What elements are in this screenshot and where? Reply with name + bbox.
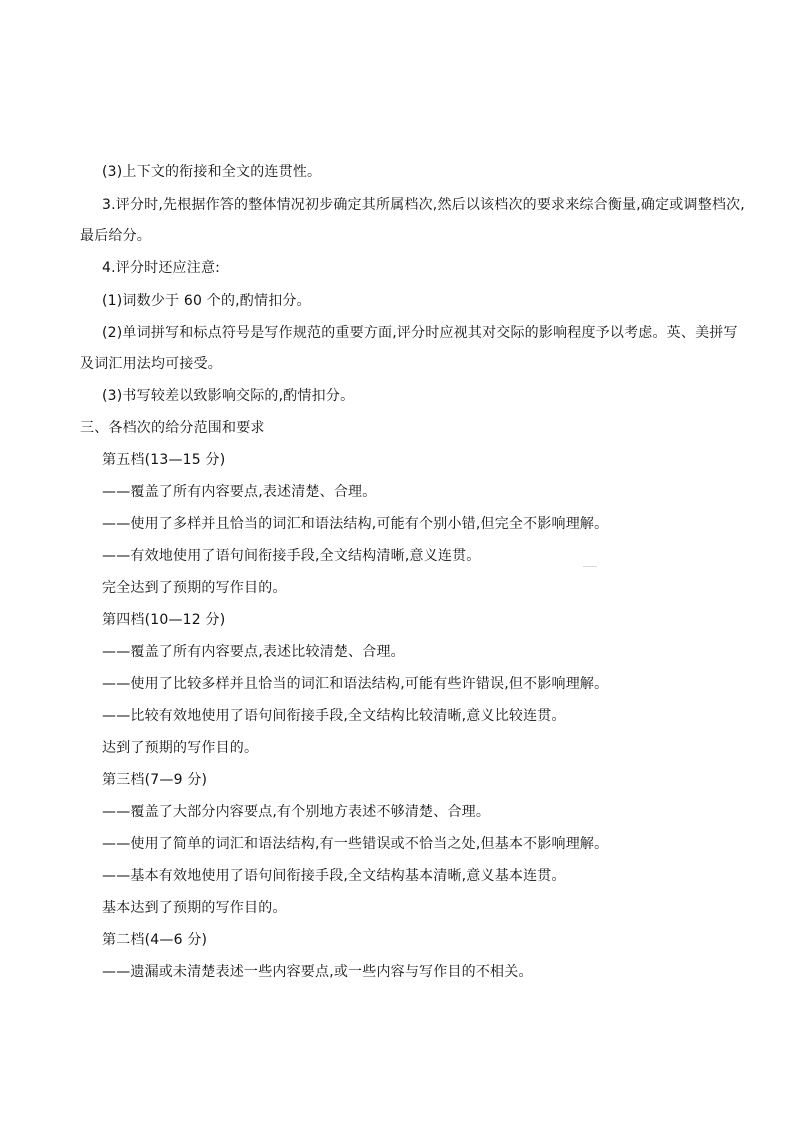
grade-heading: 第二档(4—6 分) — [102, 932, 208, 948]
scan-mark — [583, 566, 597, 567]
text-line: 最后给分。 — [80, 228, 151, 244]
criteria-item: ——覆盖了大部分内容要点,有个别地方表述不够清楚、合理。 — [102, 804, 491, 820]
text-line: 4.评分时还应注意: — [102, 260, 221, 276]
text-line: (1)词数少于 60 个的,酌情扣分。 — [102, 293, 311, 309]
criteria-item: ——遗漏或未清楚表述一些内容要点,或一些内容与写作目的不相关。 — [102, 964, 533, 980]
text-line: 3.评分时,先根据作答的整体情况初步确定其所属档次,然后以该档次的要求来综合衡量,确定或调整档次, — [102, 197, 745, 213]
text-line: (3)上下文的衔接和全文的连贯性。 — [102, 164, 322, 180]
criteria-item: ——覆盖了所有内容要点,表述比较清楚、合理。 — [102, 644, 405, 660]
criteria-item: ——覆盖了所有内容要点,表述清楚、合理。 — [102, 484, 377, 500]
text-line: 基本达到了预期的写作目的。 — [102, 900, 287, 916]
criteria-item: ——使用了比较多样并且恰当的词汇和语法结构,可能有些许错误,但不影响理解。 — [102, 676, 609, 692]
criteria-item: ——使用了简单的词汇和语法结构,有一些错误或不恰当之处,但基本不影响理解。 — [102, 836, 609, 852]
criteria-item: ——有效地使用了语句间衔接手段,全文结构清晰,意义连贯。 — [102, 548, 481, 564]
grade-heading: 第五档(13—15 分) — [102, 452, 226, 468]
text-line: 达到了预期的写作目的。 — [102, 740, 259, 756]
grade-heading: 第三档(7—9 分) — [102, 772, 208, 788]
text-line: 完全达到了预期的写作目的。 — [102, 580, 287, 596]
criteria-item: ——使用了多样并且恰当的词汇和语法结构,可能有个别小错,但完全不影响理解。 — [102, 516, 609, 532]
criteria-item: ——比较有效地使用了语句间衔接手段,全文结构比较清晰,意义比较连贯。 — [102, 708, 566, 724]
criteria-item: ——基本有效地使用了语句间衔接手段,全文结构基本清晰,意义基本连贯。 — [102, 868, 566, 884]
grade-heading: 第四档(10—12 分) — [102, 612, 226, 628]
text-line: (2)单词拼写和标点符号是写作规范的重要方面,评分时应视其对交际的影响程度予以考虑。英、美拼写 — [102, 325, 738, 341]
text-line: 及词汇用法均可接受。 — [80, 356, 222, 372]
text-line: (3)书写较差以致影响交际的,酌情扣分。 — [102, 388, 355, 404]
section-heading: 三、各档次的给分范围和要求 — [80, 420, 265, 436]
